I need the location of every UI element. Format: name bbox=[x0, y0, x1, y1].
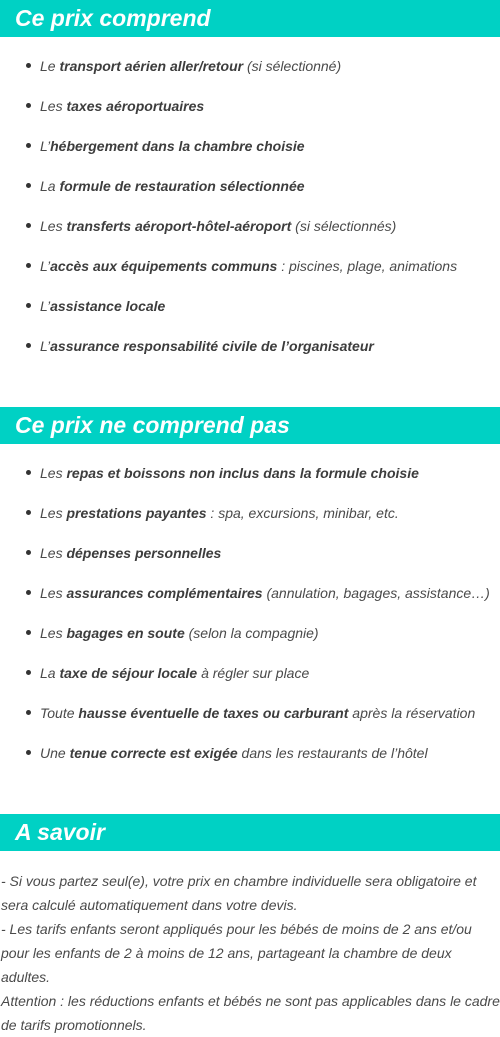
list-item: Les assurances complémentaires (annulation, bagages, assistance…) bbox=[0, 584, 500, 624]
bullet-icon bbox=[26, 223, 31, 228]
bullet-icon bbox=[26, 343, 31, 348]
bullet-icon bbox=[26, 183, 31, 188]
bullet-icon bbox=[26, 510, 31, 515]
info-note: Attention : les réductions enfants et bébés ne sont pas applicables dans le cadre de tarifs promotionnels. bbox=[1, 993, 500, 1033]
list-item: L’assistance locale bbox=[0, 297, 500, 337]
list-item: La taxe de séjour locale à régler sur place bbox=[0, 664, 500, 704]
list-item: L’assurance responsabilité civile de l’organisateur bbox=[0, 337, 500, 377]
included-section bbox=[0, 0, 500, 377]
info-notes bbox=[0, 869, 500, 1037]
list-item: Toute hausse éventuelle de taxes ou carburant après la réservation bbox=[0, 704, 500, 744]
bullet-icon bbox=[26, 303, 31, 308]
bullet-icon bbox=[26, 470, 31, 475]
info-note: - Si vous partez seul(e), votre prix en chambre individuelle sera obligatoire et sera calculé automatiquement dans votre devis. bbox=[1, 873, 477, 913]
bullet-icon bbox=[26, 750, 31, 755]
list-item: Les prestations payantes : spa, excursions, minibar, etc. bbox=[0, 504, 500, 544]
bullet-icon bbox=[26, 143, 31, 148]
list-item: Une tenue correcte est exigée dans les restaurants de l’hôtel bbox=[0, 744, 500, 784]
excluded-title: Ce prix ne comprend pas bbox=[0, 407, 500, 444]
bullet-icon bbox=[26, 263, 31, 268]
bullet-icon bbox=[26, 590, 31, 595]
included-list bbox=[0, 57, 500, 377]
bullet-icon bbox=[26, 550, 31, 555]
bullet-icon bbox=[26, 103, 31, 108]
list-item: Les dépenses personnelles bbox=[0, 544, 500, 584]
list-item: Les repas et boissons non inclus dans la formule choisie bbox=[0, 464, 500, 504]
list-item: Les bagages en soute (selon la compagnie) bbox=[0, 624, 500, 664]
info-section bbox=[0, 814, 500, 1037]
list-item: Le transport aérien aller/retour (si sélectionné) bbox=[0, 57, 500, 97]
list-item: L’accès aux équipements communs : piscines, plage, animations bbox=[0, 257, 500, 297]
bullet-icon bbox=[26, 630, 31, 635]
list-item: La formule de restauration sélectionnée bbox=[0, 177, 500, 217]
included-title: Ce prix comprend bbox=[0, 0, 500, 37]
excluded-section bbox=[0, 407, 500, 784]
list-item: L’hébergement dans la chambre choisie bbox=[0, 137, 500, 177]
list-item: Les transferts aéroport-hôtel-aéroport (si sélectionnés) bbox=[0, 217, 500, 257]
info-title: A savoir bbox=[0, 814, 500, 851]
list-item: Les taxes aéroportuaires bbox=[0, 97, 500, 137]
excluded-list bbox=[0, 464, 500, 784]
info-note: - Les tarifs enfants seront appliqués pour les bébés de moins de 2 ans et/ou pour les enfants de 2 à moins de 12 ans, partageant la chambre de deux adultes. bbox=[1, 921, 472, 985]
bullet-icon bbox=[26, 63, 31, 68]
bullet-icon bbox=[26, 710, 31, 715]
bullet-icon bbox=[26, 670, 31, 675]
